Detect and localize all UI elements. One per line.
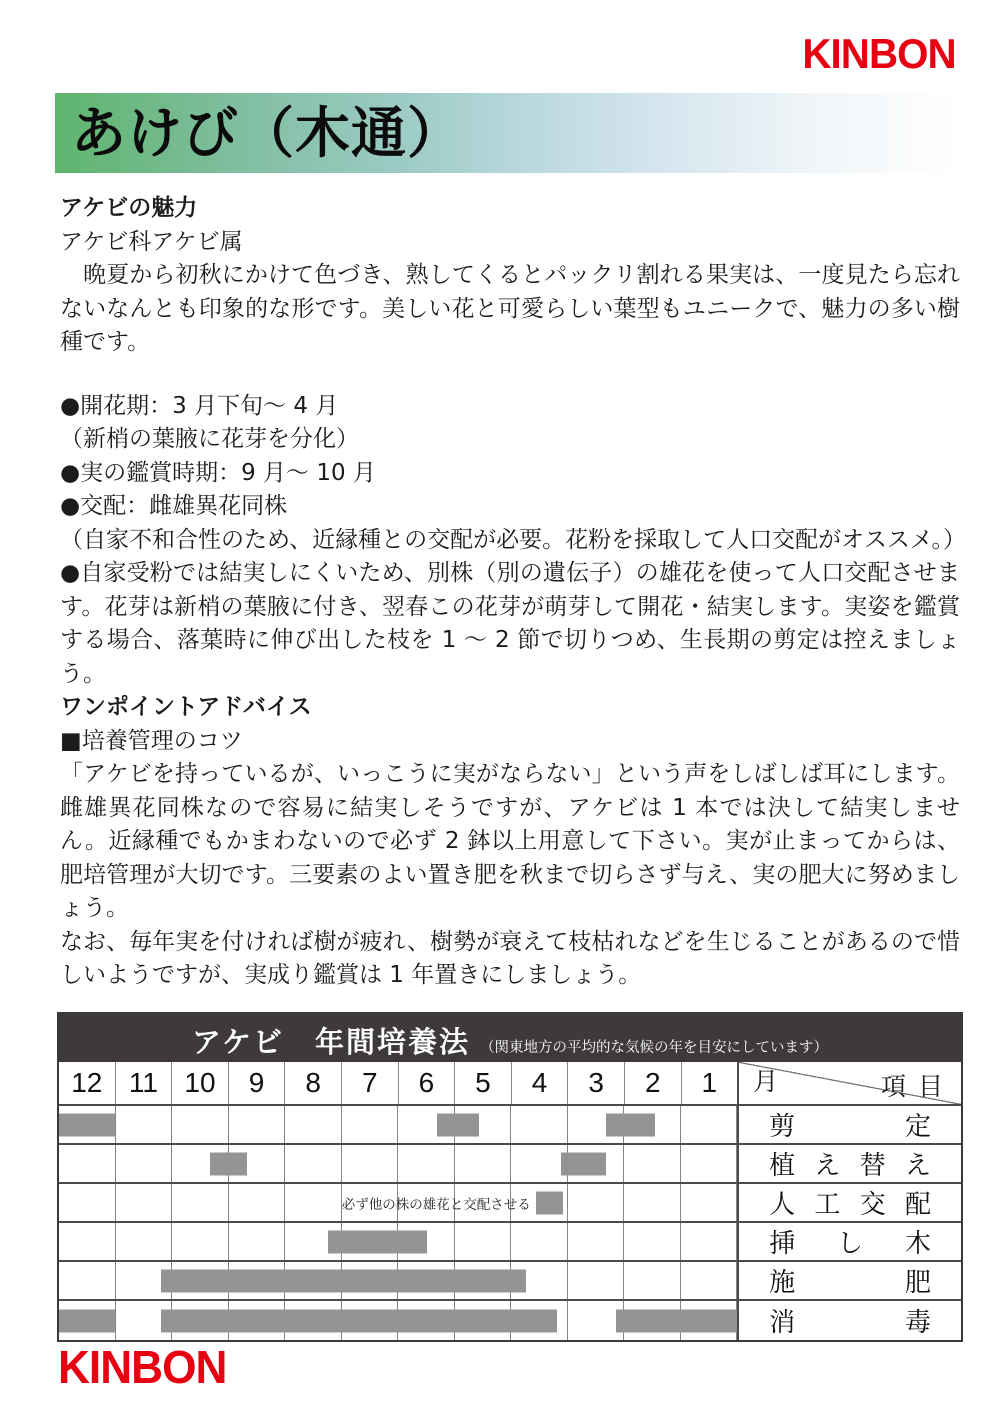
month-gridline-cell xyxy=(59,1262,116,1299)
month-gridline-cell xyxy=(511,1106,568,1143)
activity-rows xyxy=(59,1106,961,1340)
row-label-char: え xyxy=(814,1151,841,1181)
brand-logo-top: KINBON xyxy=(802,30,956,77)
table-subtitle: （関東地方の平均的な気候の年を目安にしています） xyxy=(480,1040,829,1056)
month-cell: 10 xyxy=(172,1062,229,1104)
activity-row xyxy=(59,1145,961,1184)
row-label xyxy=(739,1301,961,1340)
month-gridline-cell xyxy=(59,1145,116,1182)
month-gridline-cell xyxy=(229,1184,286,1221)
row-label-char: 植 xyxy=(769,1151,796,1181)
bullet-line: ●実の鑑賞時期：9 月～ 10 月 xyxy=(60,459,376,486)
activity-bar xyxy=(561,1152,605,1175)
month-cell: 1 xyxy=(701,1067,718,1098)
month-gridline-cell xyxy=(455,1223,512,1260)
row-label-char: し xyxy=(837,1229,864,1259)
row-label-char: え xyxy=(904,1151,931,1181)
title-banner xyxy=(55,93,963,173)
month-cell: 4 xyxy=(512,1062,569,1104)
bullet-list xyxy=(60,390,966,692)
month-gridline-cell xyxy=(455,1145,512,1182)
month-gridline-cell xyxy=(624,1223,681,1260)
page-title: あけび（木通） xyxy=(71,100,464,165)
activity-bar xyxy=(328,1230,427,1253)
month-cell: 7 xyxy=(342,1062,399,1104)
activity-bar xyxy=(161,1269,525,1292)
appeal-intro: 晩夏から初秋にかけて色づき、熟してくるとパックリ割れる果実は、一度見たら忘れないなんとも印象的な形です。美しい花と可愛らしい葉型もユニークで、魅力の多い樹種です。 xyxy=(60,262,960,355)
month-gridline-cell xyxy=(285,1106,342,1143)
month-gridline-cell xyxy=(624,1145,681,1182)
month-gridline-cell xyxy=(172,1184,229,1221)
bullet-line: ●交配：雌雄異花同株 xyxy=(60,493,288,519)
month-gridline-cell xyxy=(568,1223,625,1260)
activity-bar xyxy=(616,1309,737,1332)
bullet-line: ●自家受粉では結実しにくいため、別株（別の遺伝子）の雄花を使って人口交配させます。花芽は新梢の葉腋に付き、翌春この花芽が萌芽して開花・結実します。実姿を鑑賞する場合、落葉時に伸び出した枝を 1 ～ 2 節で切りつめ、生長期の剪定は控えましょう。 xyxy=(60,560,960,687)
month-cell: 5 xyxy=(455,1062,512,1104)
activity-bar xyxy=(59,1113,115,1136)
row-label-char: 毒 xyxy=(904,1308,931,1338)
month-gridline-cell xyxy=(681,1106,738,1143)
activity-bar xyxy=(536,1191,563,1214)
month-gridline-cell xyxy=(681,1145,738,1182)
month-gridline-cell xyxy=(568,1184,625,1221)
month-gridline-cell xyxy=(681,1223,738,1260)
activity-row xyxy=(59,1184,961,1223)
month-gridline-cell xyxy=(681,1184,738,1221)
corner-month-label: 月 xyxy=(753,1067,779,1096)
bar-annotation: 必ず他の株の雄花と交配させる xyxy=(341,1196,531,1213)
row-label-char: 施 xyxy=(769,1268,796,1298)
bullet-line: （自家不和合性のため、近縁種との交配が必要。花粉を採取して人口交配がオススメ。） xyxy=(60,526,966,553)
row-label-char: 剪 xyxy=(769,1112,796,1142)
month-gridline-cell xyxy=(229,1223,286,1260)
table-title: アケビ 年間培養法 xyxy=(191,1025,471,1059)
month-gridline-cell xyxy=(342,1106,399,1143)
activity-row xyxy=(59,1262,961,1301)
month-grid xyxy=(59,1106,739,1143)
month-grid xyxy=(59,1262,739,1299)
month-gridline-cell xyxy=(624,1262,681,1299)
month-cell: 11 xyxy=(116,1062,173,1104)
month-gridline-cell xyxy=(59,1223,116,1260)
month-cells xyxy=(59,1062,739,1104)
month-gridline-cell xyxy=(172,1106,229,1143)
bullet-line: （新梢の葉腋に花芽を分化） xyxy=(60,426,359,452)
activity-row xyxy=(59,1223,961,1262)
month-grid xyxy=(59,1223,739,1260)
month-gridline-cell xyxy=(116,1184,173,1221)
cultivation-calendar-table xyxy=(57,1012,963,1342)
month-gridline-cell xyxy=(116,1223,173,1260)
row-label-char: 定 xyxy=(904,1112,931,1142)
month-gridline-cell xyxy=(342,1145,399,1182)
row-label-char: 挿 xyxy=(769,1229,796,1259)
month-cell: 2 xyxy=(625,1062,682,1104)
row-label-char: 肥 xyxy=(904,1268,931,1298)
month-cell: 8 xyxy=(285,1062,342,1104)
month-grid xyxy=(59,1145,739,1182)
month-grid xyxy=(59,1301,739,1340)
advice-heading: ワンポイントアドバイス xyxy=(60,694,312,720)
row-label xyxy=(739,1262,961,1299)
month-gridline-cell xyxy=(681,1262,738,1299)
month-cell: 12 xyxy=(59,1062,116,1104)
row-label-char: 配 xyxy=(904,1190,931,1220)
row-label-char: 工 xyxy=(814,1190,841,1220)
month-gridline-cell xyxy=(624,1184,681,1221)
corner-item-label: 項目 xyxy=(880,1072,955,1101)
row-label-char: 交 xyxy=(859,1190,886,1220)
activity-bar xyxy=(59,1309,115,1332)
appeal-heading: アケビの魅力 xyxy=(60,195,198,221)
advice-subheading: ■培養管理のコツ xyxy=(60,727,243,754)
row-label xyxy=(739,1106,961,1143)
row-label-char: 替 xyxy=(859,1151,886,1181)
row-label xyxy=(739,1145,961,1182)
month-gridline-cell xyxy=(116,1145,173,1182)
activity-bar xyxy=(437,1113,478,1136)
row-label xyxy=(739,1184,961,1221)
month-gridline-cell xyxy=(285,1184,342,1221)
month-gridline-cell xyxy=(116,1106,173,1143)
row-label-char: 人 xyxy=(769,1190,796,1220)
row-label-char: 木 xyxy=(904,1229,931,1259)
month-gridline-cell xyxy=(285,1145,342,1182)
month-cell: 3 xyxy=(568,1062,625,1104)
month-gridline-cell xyxy=(229,1106,286,1143)
row-label xyxy=(739,1223,961,1260)
activity-row xyxy=(59,1106,961,1145)
month-gridline-cell xyxy=(172,1223,229,1260)
appeal-subheading: アケビ科アケビ属 xyxy=(60,228,243,255)
month-header-row xyxy=(59,1062,961,1106)
table-header xyxy=(59,1014,961,1062)
brand-logo-bottom: KINBON xyxy=(58,1341,227,1393)
activity-bar xyxy=(161,1309,556,1332)
month-gridline-cell xyxy=(568,1262,625,1299)
row-label-char: 消 xyxy=(769,1308,796,1338)
advice-paragraph-1: 「アケビを持っているが、いっこうに実がならない」という声をしばしば耳にします。雌雄異花同株なので容易に結実しそうですが、アケビは 1 本では決して結実しません。近縁種でもかまわないので必ず 2 鉢以上用意して下さい。実が止まってからは、肥培管理が大切です。三要素のよい置き肥を秋まで切らさず与え、実の肥大に努めましょう。 xyxy=(60,761,960,921)
activity-bar xyxy=(210,1152,247,1175)
month-gridline-cell xyxy=(398,1145,455,1182)
month-gridline-cell xyxy=(511,1223,568,1260)
activity-row xyxy=(59,1301,961,1340)
corner-cell xyxy=(739,1062,961,1104)
month-cell: 6 xyxy=(399,1062,456,1104)
main-content xyxy=(60,192,966,993)
month-grid xyxy=(59,1184,739,1221)
month-gridline-cell xyxy=(59,1184,116,1221)
month-cell: 9 xyxy=(229,1062,286,1104)
month-gridline-cell xyxy=(511,1145,568,1182)
activity-bar xyxy=(606,1113,656,1136)
advice-paragraph-2: なお、毎年実を付ければ樹が疲れ、樹勢が衰えて枝枯れなどを生じることがあるので惜しいようですが、実成り鑑賞は 1 年置きにしましょう。 xyxy=(60,928,960,988)
bullet-line: ●開花期：3 月下旬～ 4 月 xyxy=(60,392,339,419)
